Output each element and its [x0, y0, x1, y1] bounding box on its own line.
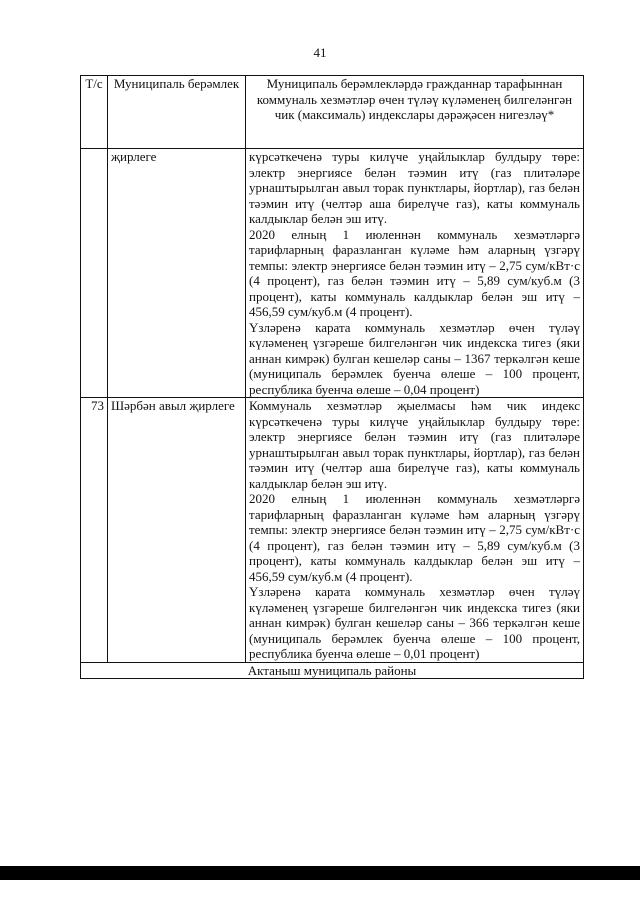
- district-name: Актаныш муниципаль районы: [81, 662, 584, 679]
- table-row: [81, 149, 584, 398]
- basis-paragraph: Үзләренә карата коммуналь хезмәтләр өчен түләү күләменең үзгәреше билгеләнгән чик индекска тигез (яки аннан кимрәк) булган кешеләр саны – 366 теркәлгән кеше (муниципаль берәмлек буенча өлеше – 100 процент, республика буенча өлеше – 0,01 процент): [249, 584, 580, 661]
- scan-edge-bar: [0, 866, 640, 880]
- row-number: [81, 149, 108, 398]
- basis-cell: [246, 398, 584, 663]
- header-number: Т/с: [81, 76, 108, 149]
- basis-paragraph: күрсәткеченә туры килүче уңайлыклар булдыру төре: электр энергиясе белән тәэмин итү (газ плитәләре урнаштырылган авыл торак пунктлары, йортлар), газ белән тәэмин итү (челтәр аша бирелүче газ), каты коммуналь калдыклар белән эш итү.: [249, 149, 580, 226]
- basis-paragraph: Коммуналь хезмәтләр җыелмасы һәм чик индекс күрсәткеченә туры килүче уңайлыклар булдыру төре: электр энергиясе белән тәэмин итү (газ плитәләре урнаштырылган авыл торак пунктлары, йортлар), газ белән тәэмин итү (челтәр аша бирелүче газ), каты коммуналь калдыклар белән эш итү.: [249, 398, 580, 491]
- header-basis: Муниципаль берәмлекләрдә гражданнар тарафыннан коммуналь хезмәтләр өчен түләү күләменең билгеләнгән чик (максималь) индекслары дәрәҗәсен нигезләү*: [246, 76, 584, 149]
- header-municipality: Муниципаль берәмлек: [108, 76, 246, 149]
- municipality-name: Шәрбән авыл җирлеге: [108, 398, 246, 663]
- tariff-index-table: [80, 75, 584, 679]
- basis-cell: [246, 149, 584, 398]
- basis-paragraph: 2020 елның 1 июленнән коммуналь хезмәтләргә тарифларның фаразланган күләме һәм аларның үзгәрү темпы: электр энергиясе белән тәэмин итү – 2,75 сум/кВт·с (4 процент), газ белән тәэмин итү – 5,89 сум/куб.м (3 процент), каты коммуналь калдыклар белән эш итү – 456,59 сум/куб.м (4 процент).: [249, 491, 580, 584]
- basis-paragraph: Үзләренә карата коммуналь хезмәтләр өчен түләү күләменең үзгәреше билгеләнгән чик индекска тигез (яки аннан кимрәк) булган кешеләр саны – 1367 теркәлгән кеше (муниципаль берәмлек буенча өлеше – 100 процент, республика буенча өлеше – 0,04 процент): [249, 319, 580, 397]
- table-header-row: [81, 76, 584, 149]
- municipality-name: җирлеге: [108, 149, 246, 398]
- table-row: [81, 398, 584, 663]
- basis-paragraph: 2020 елның 1 июленнән коммуналь хезмәтләргә тарифларның фаразланган күләме һәм аларның үзгәрү темпы: электр энергиясе белән тәэмин итү – 2,75 сум/кВт·с (4 процент), газ белән тәэмин итү – 5,89 сум/куб.м (3 процент), каты коммуналь калдыклар белән эш итү – 456,59 сум/куб.м (4 процент).: [249, 226, 580, 319]
- page-number: 41: [313, 45, 327, 60]
- district-row: [81, 662, 584, 679]
- row-number: 73: [81, 398, 108, 663]
